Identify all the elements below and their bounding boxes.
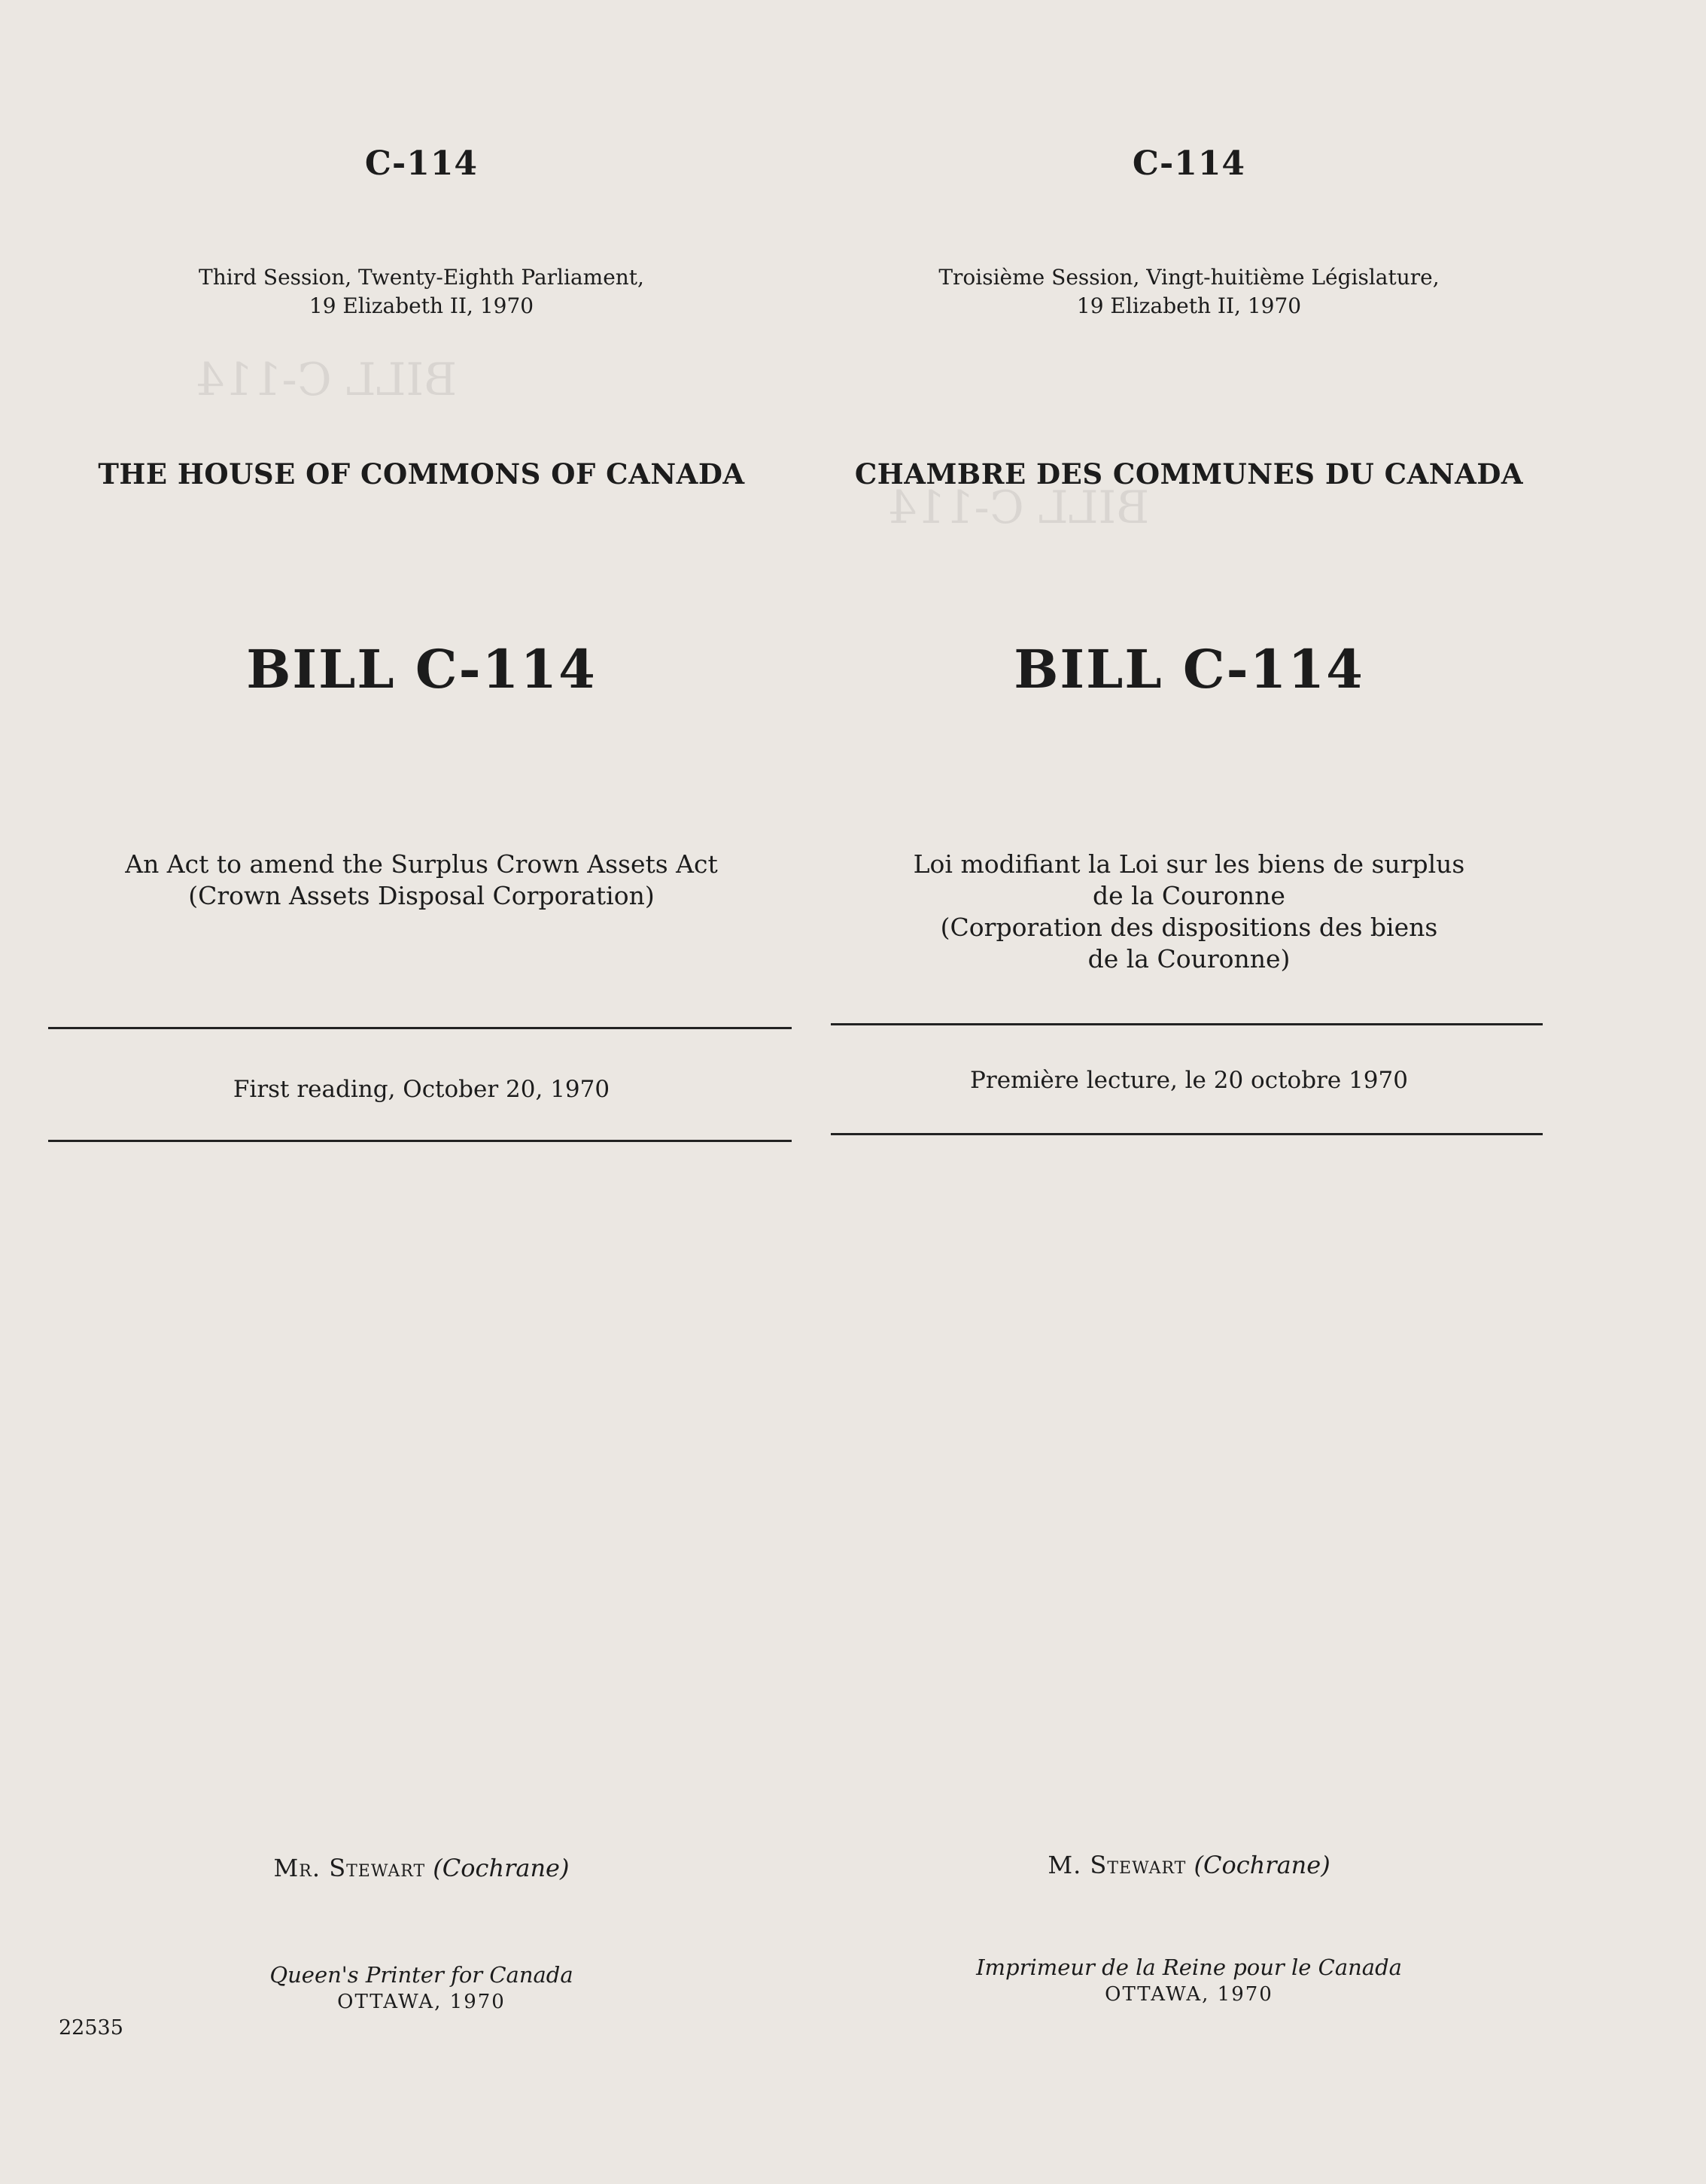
session-line: Troisième Session, Vingt-huitième Législature,: [938, 265, 1440, 290]
bleed-through: BILL C-114: [888, 481, 1150, 534]
sponsor-name: M. Stewart: [1048, 1851, 1187, 1879]
bill-title: BILL C-114: [246, 638, 597, 700]
act-title: [45, 849, 798, 912]
bill-number: C-114: [364, 144, 479, 183]
session-line: Third Session, Twenty-Eighth Parliament,: [199, 265, 644, 290]
printer-name: Queen's Printer for Canada: [269, 1962, 573, 1988]
session-line: 19 Elizabeth II, 1970: [1076, 293, 1302, 318]
sponsor-name: Mr. Stewart: [273, 1854, 426, 1882]
print-city: OTTAWA, 1970: [337, 1991, 506, 2013]
printer-name: Imprimeur de la Reine pour le Canada: [976, 1955, 1402, 1980]
reading-date: Première lecture, le 20 octobre 1970: [970, 1067, 1408, 1094]
act-title-line: Loi modifiant la Loi sur les biens de surplus: [913, 849, 1465, 879]
act-title: [828, 849, 1550, 975]
print-city: OTTAWA, 1970: [1105, 1983, 1273, 2006]
bill-title: BILL C-114: [1014, 638, 1364, 700]
session-line: 19 Elizabeth II, 1970: [309, 293, 534, 318]
divider-rule: [48, 1140, 792, 1142]
bill-number: C-114: [1132, 144, 1246, 183]
act-title-line: (Corporation des dispositions des biens: [940, 913, 1438, 942]
document-number: 22535: [59, 2016, 123, 2040]
sponsor-riding: (Cochrane): [433, 1854, 570, 1882]
bleed-through: BILL C-114: [196, 354, 458, 406]
act-title-line: (Crown Assets Disposal Corporation): [188, 881, 655, 910]
session-info: [45, 263, 798, 320]
divider-rule: [831, 1023, 1543, 1025]
act-title-line: de la Couronne): [1087, 944, 1291, 974]
divider-rule: [831, 1133, 1543, 1135]
house-name: CHAMBRE DES COMMUNES DU CANADA: [854, 457, 1524, 491]
sponsor: [45, 1854, 798, 1882]
session-info: [828, 263, 1550, 320]
house-name: THE HOUSE OF COMMONS OF CANADA: [98, 457, 745, 491]
divider-rule: [48, 1027, 792, 1029]
act-title-line: de la Couronne: [1093, 881, 1285, 910]
sponsor-riding: (Cochrane): [1194, 1851, 1330, 1879]
sponsor: [828, 1851, 1550, 1879]
reading-date: First reading, October 20, 1970: [233, 1076, 610, 1103]
act-title-line: An Act to amend the Surplus Crown Assets Act: [125, 849, 718, 879]
french-column: [828, 0, 1550, 2184]
english-column: [45, 0, 798, 2184]
